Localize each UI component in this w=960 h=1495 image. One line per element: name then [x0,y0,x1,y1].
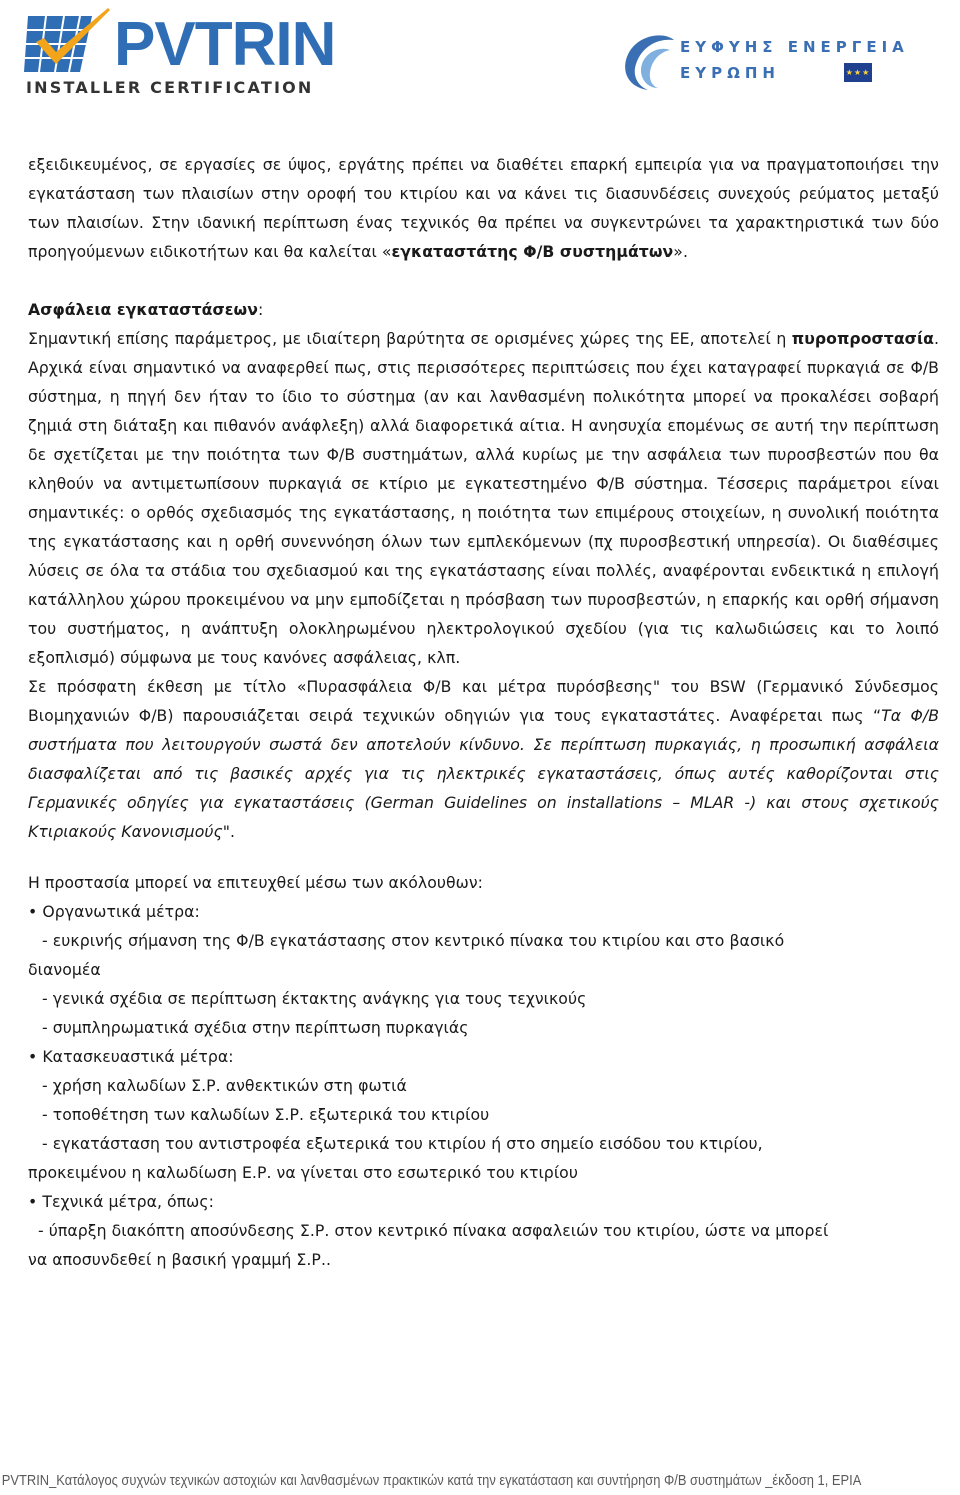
measures-item: - τοποθέτηση των καλωδίων Σ.Ρ. εξωτερικά του κτιρίου [42,1105,490,1124]
safety-body: . Αρχικά είναι σημαντικό να αναφερθεί πως, στις περισσότερες περιπτώσεις που έχει καταγραφεί πυρκαγιά σε Φ/Β σύστημα, η πηγή δεν ήταν το ίδιο το σύστημα (αν και λανθασμένη πολικότητα μπορεί να προκαλέσει σοβαρή ζημιά στη διάταξη και πιθανόν ανάφλεξη) αλλά διαφορετικά αίτια. Η ανησυχία επομένως σε αυτή την περίπτωση δε σχετίζεται με την ποιότητα των Φ/Β συστημάτων, αλλά κυρίως με την ασφάλεια των πυροσβεστών που θα κληθούν να αντιμετωπίσουν πυρκαγιά σε κτίριο με εγκατεστημένο Φ/Β σύστημα. Τέσσερις παράμετροι είναι σημαντικές: ο ορθός σχεδιασμός της εγκατάστασης, η ποιότητα των επιμέρους στοιχείων, η συνολική ποιότητα της εγκατάστασης και η ορθή συνεννόηση όλων των εμπλεκόμενων (πχ πυροσβεστική υπηρεσία). Οι διαθέσιμες λύσεις σε όλα τα στάδια του σχεδιασμού και της εγκατάστασης είναι πολλές, αναφέρονται ενδεικτικά η επιλογή κατάλληλου χώρου προκειμένου να μην εμποδίζεται η πρόσβαση των πυροσβεστών, η επαρκής και ορθή σήμανση του συστήματος, η ανάπτυξη ολοκληρωμένου ηλεκτρολογικού σχεδίου (για τις καλωδιώσεις και το λοιπό εξοπλισμό) σύμφωνα με τους κανόνες ασφάλειας, κλπ. [28,329,939,667]
spacer [28,846,939,868]
safety-heading [28,295,939,324]
bsw-quote: Τα Φ/Β συστήματα που λειτουργούν σωστά δεν αποτελούν κίνδυνο. Σε περίπτωση πυρκαγιάς, η προσωπική ασφάλεια διασφαλίζεται από τις βασικές αρχές για τις ηλεκτρικές εγκαταστάσεις, όπως αυτές καθορίζονται στις Γερμανικές οδηγίες για εγκαταστάσεις (German Guidelines on installations – MLAR -) και στους σχετικούς Κτιριακούς Κανονισμούς [28,706,940,841]
eu-flag-icon: ★★★ [844,63,872,82]
safety-paragraph [28,324,939,672]
measures-group-title: • Οργανωτικά μέτρα: [28,902,200,921]
safety-heading-text: Ασφάλεια εγκαταστάσεων [28,300,258,319]
measures-item: - ευκρινής σήμανση της Φ/Β εγκατάστασης στον κεντρικό πίνακα του κτιρίου και στο βασικό [42,931,785,950]
intro-paragraph [28,150,939,266]
measures-group-title: • Κατασκευαστικά μέτρα: [28,1047,234,1066]
bsw-end: ". [222,822,236,841]
page-footer [0,1468,960,1495]
spacer [28,266,939,295]
iee-title-line2: ΕΥΡΩΠΗ [680,64,780,82]
pvtrin-logo [22,8,336,100]
solar-panel-checkmark-icon [22,8,114,80]
pvtrin-wordmark: PVTRIN [114,10,336,79]
iee-title-line1: ΕΥΦΥΗΣ ΕΝΕΡΓΕΙΑ [680,38,909,56]
safety-lead: Σημαντική επίσης παράμετρος, με ιδιαίτερη βαρύτητα σε ορισμένες χώρες της ΕΕ, αποτελεί η [28,329,792,348]
measures-item: - εγκατάσταση του αντιστροφέα εξωτερικά του κτιρίου ή στο σημείο εισόδου του κτιρίου, [42,1134,763,1153]
measures-item: - συμπληρωματικά σχέδια στην περίπτωση πυρκαγιάς [42,1018,469,1037]
measures-item: - χρήση καλωδίων Σ.Ρ. ανθεκτικών στη φωτιά [42,1076,407,1095]
footer-text: PVTRIN_Κατάλογος συχνών τεχνικών αστοχιών και λανθασμένων πρακτικών κατά την εγκατάσταση και συντήρηση Φ/Β συστημάτων _έκδοση 1, ΕΡΙΑ [1,1473,862,1489]
page-header [0,0,960,110]
intro-end: ». [673,242,688,261]
safety-heading-colon: : [257,300,264,319]
measures-item: - γενικά σχέδια σε περίπτωση έκτακτης ανάγκης για τους τεχνικούς [42,989,587,1008]
document-body [28,150,939,1274]
measures-item: προκειμένου η καλωδίωση Ε.Ρ. να γίνεται στο εσωτερικό του κτιρίου [28,1163,578,1182]
pvtrin-subtitle: INSTALLER CERTIFICATION [26,78,314,97]
safety-lead-bold: πυροπροστασία [791,329,934,348]
measures-item: - ύπαρξη διακόπτη αποσύνδεσης Σ.Ρ. στον κεντρικό πίνακα ασφαλειών του κτιρίου, ώστε να μπορεί [38,1221,829,1240]
iee-swirl-icon [622,30,678,94]
intro-text: εξειδικευμένος, σε εργασίες σε ύψος, εργάτης πρέπει να διαθέτει επαρκή εμπειρία για να πραγματοποιήσει την εγκατάσταση των πλαισίων στην οροφή του κτιρίου και να κάνει τις διασυνδέσεις συνεχούς ρεύματος μεταξύ των πλαισίων. Στην ιδανική περίπτωση ένας τεχνικός θα πρέπει να συγκεντρώνει τα χαρακτηριστικά των δύο προηγούμενων ειδικοτήτων και θα καλείται « [28,155,939,261]
intro-bold-term: εγκαταστάτης Φ/Β συστημάτων [391,242,674,261]
measures-item: διανομέα [28,960,101,979]
measures-intro: Η προστασία μπορεί να επιτευχθεί μέσω των ακόλουθων: [28,873,483,892]
measures-group-title: • Τεχνικά μέτρα, όπως: [28,1192,214,1211]
measures-item: να αποσυνδεθεί η βασική γραμμή Σ.Ρ.. [28,1250,332,1269]
bsw-text: Σε πρόσφατη έκθεση με τίτλο «Πυρασφάλεια Φ/Β και μέτρα πυρόσβεσης" του BSW (Γερμανικό Σύνδεσμος Βιομηχανιών Φ/Β) παρουσιάζεται σειρά τεχνικών οδηγιών για τους εγκαταστάτες. Αναφέρεται πως “ [28,677,939,725]
bsw-paragraph [28,672,939,846]
intelligent-energy-europe-logo [622,30,952,94]
